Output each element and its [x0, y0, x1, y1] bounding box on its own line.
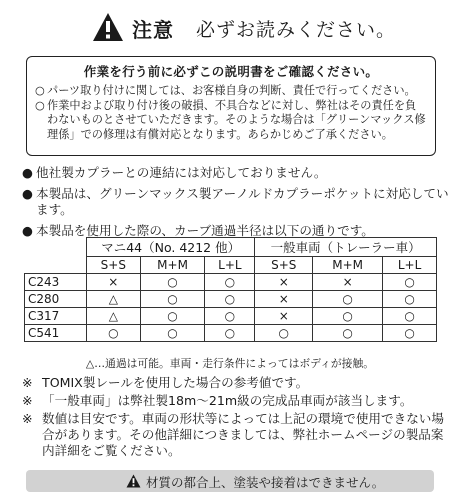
rail-model-cell: C243 [25, 274, 87, 291]
reference-note [22, 375, 452, 391]
result-cell: ○ [140, 291, 205, 308]
note-mark: ※ [22, 393, 33, 408]
subheader-cell: L+L [205, 257, 255, 274]
note-text: 数値は目安です。車両の形状等によっては上記の環境で使用できない場合があります。その他詳細につきましては、弊社ホームページの製品案内詳細をご覧ください。 [42, 411, 444, 458]
bullet-mark: ● [22, 186, 33, 201]
result-cell: × [255, 308, 313, 325]
subheader-cell: S+S [255, 257, 313, 274]
note-mark: ※ [22, 375, 33, 390]
result-cell: ○ [313, 291, 383, 308]
rail-model-cell: C317 [25, 308, 87, 325]
info-bullet [22, 186, 452, 218]
notice-item-text: 作業中および取り付け後の破損、不具合などに対し、弊社はその責任を負わないものとさせていただきます。そのような場合は「グリーンマックス修理係」での修理は有償対応となります。あらかじめご了承ください。 [47, 98, 426, 141]
result-cell: × [255, 274, 313, 291]
subheader-cell: L+L [383, 257, 437, 274]
notice-item [35, 84, 427, 99]
subheader-cell: M+M [313, 257, 383, 274]
result-cell: ○ [140, 325, 205, 342]
bullet-mark: ● [22, 165, 33, 180]
warning-triangle-icon [92, 12, 124, 42]
material-warning-bar [26, 470, 434, 492]
bullet-text: 本製品は、グリーンマックス製アーノルドカプラーポケットに対応しています。 [36, 186, 449, 217]
bullet-text: 他社製カプラーとの連結には対応しておりません。 [36, 165, 327, 180]
result-cell: ○ [383, 308, 437, 325]
table-row [25, 291, 437, 308]
result-cell: ○ [313, 325, 383, 342]
material-warning-text: 材質の都合上、塗装や接着はできません。 [146, 475, 385, 490]
result-cell: ○ [383, 291, 437, 308]
info-bullet [22, 165, 452, 181]
table-row [25, 325, 437, 342]
result-cell: ○ [140, 274, 205, 291]
table-row [25, 274, 437, 291]
result-cell: ○ [255, 325, 313, 342]
result-cell: ○ [140, 308, 205, 325]
result-cell: ○ [87, 325, 141, 342]
reference-note [22, 411, 452, 459]
warning-triangle-icon [126, 474, 141, 488]
product-info-list [22, 165, 452, 244]
result-cell: △ [87, 308, 141, 325]
note-text: TOMIX製レールを使用した場合の参考値です。 [42, 375, 309, 390]
notice-item-mark: ○ [35, 98, 45, 112]
caution-subtitle: 必ずお読みください。 [196, 19, 397, 41]
result-cell: ○ [205, 291, 255, 308]
result-cell: ○ [383, 325, 437, 342]
bullet-mark: ● [22, 223, 33, 238]
pre-work-notice-box [26, 56, 436, 156]
result-cell: ○ [313, 308, 383, 325]
notice-title: 作業を行う前に必ずこの説明書をご確認ください。 [83, 64, 379, 79]
result-cell: ○ [383, 274, 437, 291]
rail-model-cell: C280 [25, 291, 87, 308]
result-cell: △ [87, 291, 141, 308]
result-cell: ○ [205, 325, 255, 342]
result-cell: × [87, 274, 141, 291]
subheader-cell: M+M [140, 257, 205, 274]
table-row [25, 308, 437, 325]
result-cell: × [255, 291, 313, 308]
group-header-general: 一般車両（トレーラー車） [255, 238, 437, 257]
subheader-cell: S+S [87, 257, 141, 274]
caution-title: 注意 [132, 18, 174, 42]
result-cell: × [313, 274, 383, 291]
curve-radius-table [24, 237, 437, 342]
reference-notes [22, 375, 452, 461]
table-subheader-row [25, 257, 437, 274]
table-corner-cell [25, 238, 87, 274]
result-cell: ○ [205, 274, 255, 291]
result-cell: ○ [205, 308, 255, 325]
notice-item-mark: ○ [35, 84, 45, 97]
reference-note [22, 393, 452, 409]
notice-item [35, 99, 427, 143]
rail-model-cell: C541 [25, 325, 87, 342]
group-header-mani44: マニ44（No. 4212 他） [87, 238, 255, 257]
bullet-text: 本製品を使用した際の、カーブ通過半径は以下の通りです。 [36, 223, 374, 238]
table-group-header-row [25, 238, 437, 257]
table-legend: △…通過は可能。車両・走行条件によってはボディが接触。 [85, 357, 375, 370]
note-mark: ※ [22, 411, 33, 426]
caution-header [0, 8, 460, 48]
notice-item-text: パーツ取り付けに関しては、お客様自身の判断、責任で行ってください。 [47, 84, 416, 97]
note-text: 「一般車両」は弊社製18m～21m級の完成品車両が該当します。 [42, 393, 413, 408]
